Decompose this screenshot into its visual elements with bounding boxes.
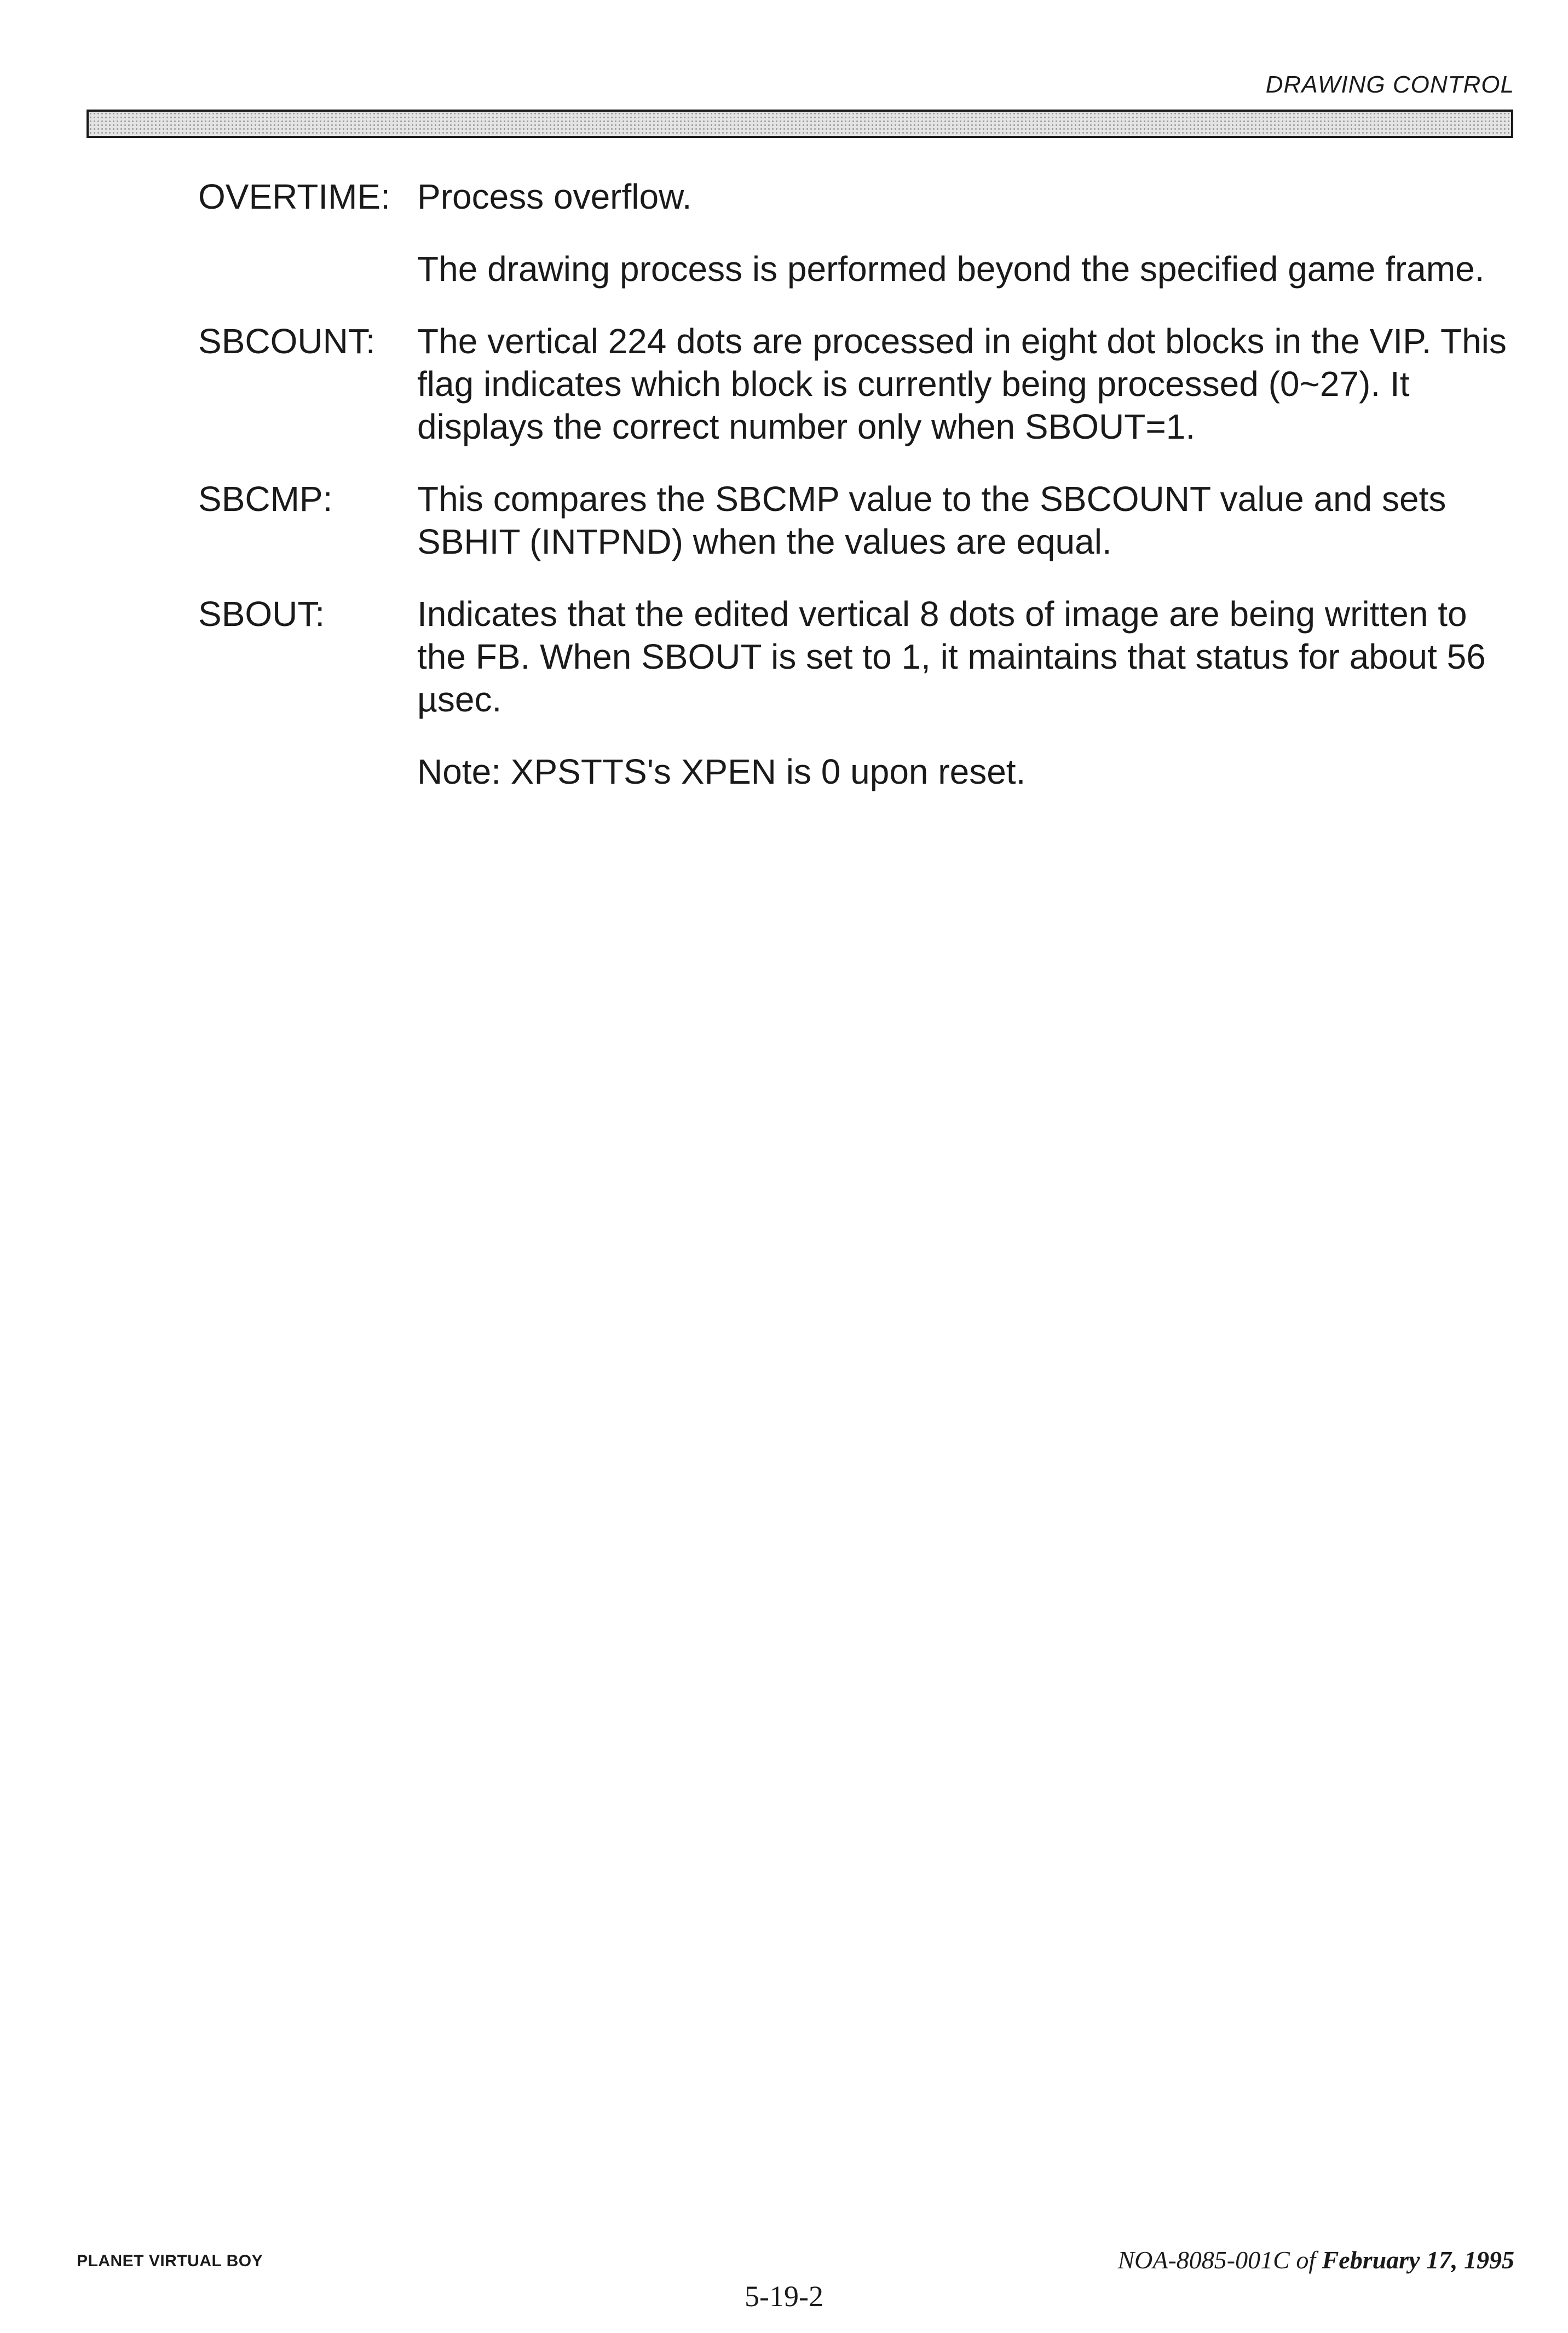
footer-doc-id: NOA-8085-001C [1117, 2246, 1290, 2274]
header-rule-bar [87, 110, 1513, 138]
footer-product-name: PLANET VIRTUAL BOY [77, 2252, 263, 2270]
definition-term: SBCOUNT: [198, 321, 376, 361]
section-header-title: DRAWING CONTROL [1265, 71, 1514, 98]
definition-entry-overtime [198, 175, 1512, 290]
definition-description [417, 175, 1512, 290]
footer-date: February 17, 1995 [1322, 2246, 1514, 2274]
definition-description [417, 478, 1512, 563]
definition-description [417, 320, 1512, 448]
definition-term: SBCMP: [198, 479, 333, 519]
reset-note: Note: XPSTTS's XPEN is 0 upon reset. [417, 752, 1026, 791]
footer-of: of [1296, 2246, 1316, 2274]
definition-term: SBOUT: [198, 594, 325, 634]
definition-paragraph: The vertical 224 dots are processed in eight dot blocks in the VIP. This flag indicates which block is currently being processed (0~27). It displays the correct number only when SBOUT=1. [417, 321, 1507, 446]
page-number: 5-19-2 [745, 2280, 823, 2313]
definition-description [417, 593, 1512, 721]
definition-paragraph: Indicates that the edited vertical 8 dots of image are being written to the FB. When SBOUT is set to 1, it maintains that status for about 56 µsec. [417, 594, 1486, 719]
definition-paragraph: Process overflow. [417, 177, 692, 216]
definition-list [198, 175, 1512, 793]
definition-entry-sbcount [198, 320, 1512, 448]
definition-entry-sbout [198, 593, 1512, 721]
definition-entry-sbcmp [198, 478, 1512, 563]
definition-paragraph: This compares the SBCMP value to the SBCOUNT value and sets SBHIT (INTPND) when the values are equal. [417, 479, 1446, 561]
definition-paragraph: The drawing process is performed beyond the specified game frame. [417, 249, 1485, 289]
definition-term: OVERTIME: [198, 177, 390, 216]
footer-document-reference [1117, 2245, 1514, 2274]
